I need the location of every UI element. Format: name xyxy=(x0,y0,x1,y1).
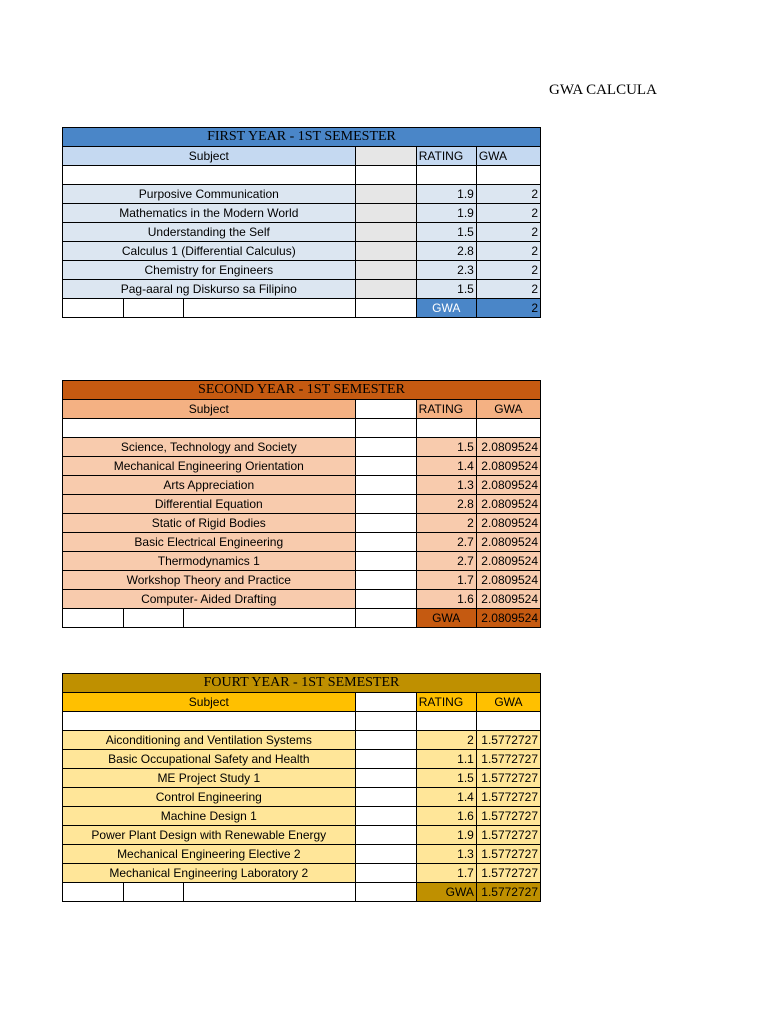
subject-cell[interactable]: Mechanical Engineering Laboratory 2 xyxy=(63,864,356,883)
subject-row xyxy=(63,731,541,750)
empty-cell[interactable] xyxy=(416,712,476,731)
rating-cell[interactable]: 1.9 xyxy=(416,204,476,223)
rating-cell[interactable]: 2.8 xyxy=(416,495,476,514)
rating-cell[interactable]: 1.6 xyxy=(416,807,476,826)
blank-cell[interactable] xyxy=(355,204,416,223)
gwa-cell[interactable]: 1.5772727 xyxy=(476,864,540,883)
column-header-row xyxy=(63,147,541,166)
gwa-cell[interactable]: 1.5772727 xyxy=(476,750,540,769)
empty-cell[interactable] xyxy=(355,609,416,628)
blank-cell[interactable] xyxy=(355,476,416,495)
fourth-year-table xyxy=(62,673,541,902)
empty-cell[interactable] xyxy=(184,299,355,318)
section-heading-row xyxy=(63,128,541,147)
subject-row xyxy=(63,476,541,495)
section-heading-row xyxy=(63,381,541,400)
gwa-cell[interactable]: 2 xyxy=(476,242,540,261)
rating-cell[interactable]: 1.5 xyxy=(416,223,476,242)
subject-cell[interactable]: Workshop Theory and Practice xyxy=(63,571,356,590)
gwa-cell[interactable]: 1.5772727 xyxy=(476,845,540,864)
subject-row xyxy=(63,807,541,826)
subject-cell[interactable]: Control Engineering xyxy=(63,788,356,807)
rating-cell[interactable]: 2 xyxy=(416,514,476,533)
subject-cell[interactable]: Chemistry for Engineers xyxy=(63,261,356,280)
subject-column-header: Subject xyxy=(63,693,356,712)
subject-cell[interactable]: Machine Design 1 xyxy=(63,807,356,826)
rating-cell[interactable]: 2 xyxy=(416,731,476,750)
subject-column-header: Subject xyxy=(63,147,356,166)
rating-cell[interactable]: 1.4 xyxy=(416,457,476,476)
subject-row xyxy=(63,242,541,261)
rating-cell[interactable]: 2.7 xyxy=(416,533,476,552)
blank-cell[interactable] xyxy=(355,571,416,590)
empty-cell[interactable] xyxy=(63,166,356,185)
blank-cell[interactable] xyxy=(355,769,416,788)
blank-cell[interactable] xyxy=(355,807,416,826)
empty-cell[interactable] xyxy=(63,712,356,731)
blank-cell[interactable] xyxy=(355,457,416,476)
empty-cell[interactable] xyxy=(184,883,355,902)
subject-row xyxy=(63,826,541,845)
subject-cell[interactable]: Computer- Aided Drafting xyxy=(63,590,356,609)
gwa-cell[interactable]: 2 xyxy=(476,185,540,204)
blank-cell[interactable] xyxy=(355,261,416,280)
rating-cell[interactable]: 1.5 xyxy=(416,438,476,457)
rating-cell[interactable]: 1.6 xyxy=(416,590,476,609)
subject-row xyxy=(63,223,541,242)
subject-row xyxy=(63,185,541,204)
first-year-table xyxy=(62,127,541,318)
rating-cell[interactable]: 1.5 xyxy=(416,280,476,299)
empty-row xyxy=(63,166,541,185)
empty-cell[interactable] xyxy=(184,609,355,628)
empty-cell[interactable] xyxy=(63,299,124,318)
gwa-cell[interactable]: 2.0809524 xyxy=(476,476,540,495)
empty-cell[interactable] xyxy=(355,299,416,318)
section-heading: FIRST YEAR - 1ST SEMESTER xyxy=(63,128,541,147)
gwa-cell[interactable]: 2 xyxy=(476,261,540,280)
subject-row xyxy=(63,788,541,807)
gwa-footer-row xyxy=(63,883,541,902)
blank-cell[interactable] xyxy=(355,495,416,514)
subject-column-header: Subject xyxy=(63,400,356,419)
empty-row xyxy=(63,419,541,438)
subject-cell[interactable]: ME Project Study 1 xyxy=(63,769,356,788)
gwa-cell[interactable]: 2.0809524 xyxy=(476,514,540,533)
subject-row xyxy=(63,552,541,571)
subject-cell[interactable]: Basic Electrical Engineering xyxy=(63,533,356,552)
blank-cell[interactable] xyxy=(355,788,416,807)
gwa-cell[interactable]: 2 xyxy=(476,223,540,242)
subject-row xyxy=(63,864,541,883)
blank-cell[interactable] xyxy=(355,223,416,242)
subject-cell[interactable]: Mechanical Engineering Elective 2 xyxy=(63,845,356,864)
gwa-column-header: GWA xyxy=(476,147,540,166)
subject-cell[interactable]: Calculus 1 (Differential Calculus) xyxy=(63,242,356,261)
rating-cell[interactable]: 1.9 xyxy=(416,185,476,204)
gwa-cell[interactable]: 2 xyxy=(476,280,540,299)
blank-cell[interactable] xyxy=(355,750,416,769)
empty-cell[interactable] xyxy=(355,883,416,902)
gwa-footer-label: GWA xyxy=(416,609,476,628)
subject-row xyxy=(63,514,541,533)
subject-cell[interactable]: Pag-aaral ng Diskurso sa Filipino xyxy=(63,280,356,299)
gwa-footer-value[interactable]: 2.0809524 xyxy=(476,609,540,628)
empty-cell[interactable] xyxy=(124,609,184,628)
subject-cell[interactable]: Understanding the Self xyxy=(63,223,356,242)
page-title: GWA CALCULA xyxy=(549,82,657,98)
subject-row xyxy=(63,590,541,609)
rating-cell[interactable]: 1.7 xyxy=(416,864,476,883)
blank-cell[interactable] xyxy=(355,552,416,571)
gwa-cell[interactable]: 2.0809524 xyxy=(476,495,540,514)
gwa-cell[interactable]: 2.0809524 xyxy=(476,457,540,476)
rating-cell[interactable]: 1.7 xyxy=(416,571,476,590)
subject-row xyxy=(63,769,541,788)
blank-column-header xyxy=(355,147,416,166)
gwa-cell[interactable]: 2.0809524 xyxy=(476,571,540,590)
blank-cell[interactable] xyxy=(355,438,416,457)
subject-row xyxy=(63,280,541,299)
blank-cell[interactable] xyxy=(355,514,416,533)
empty-cell[interactable] xyxy=(476,712,540,731)
rating-cell[interactable]: 1.9 xyxy=(416,826,476,845)
gwa-footer-row xyxy=(63,609,541,628)
blank-cell[interactable] xyxy=(355,826,416,845)
subject-cell[interactable]: Static of Rigid Bodies xyxy=(63,514,356,533)
subject-cell[interactable]: Differential Equation xyxy=(63,495,356,514)
gwa-cell[interactable]: 1.5772727 xyxy=(476,807,540,826)
column-header-row xyxy=(63,400,541,419)
blank-column-header xyxy=(355,693,416,712)
subject-cell[interactable]: Purposive Communication xyxy=(63,185,356,204)
gwa-cell[interactable]: 2 xyxy=(476,204,540,223)
subject-row xyxy=(63,571,541,590)
empty-cell[interactable] xyxy=(124,883,184,902)
empty-cell[interactable] xyxy=(355,419,416,438)
subject-cell[interactable]: Aiconditioning and Ventilation Systems xyxy=(63,731,356,750)
gwa-cell[interactable]: 2.0809524 xyxy=(476,533,540,552)
gwa-cell[interactable]: 2.0809524 xyxy=(476,438,540,457)
gwa-cell[interactable]: 1.5772727 xyxy=(476,769,540,788)
subject-cell[interactable]: Power Plant Design with Renewable Energy xyxy=(63,826,356,845)
blank-cell[interactable] xyxy=(355,845,416,864)
blank-cell[interactable] xyxy=(355,533,416,552)
rating-cell[interactable]: 1.1 xyxy=(416,750,476,769)
blank-cell[interactable] xyxy=(355,242,416,261)
rating-cell[interactable]: 1.3 xyxy=(416,476,476,495)
gwa-cell[interactable]: 2.0809524 xyxy=(476,590,540,609)
empty-cell[interactable] xyxy=(476,419,540,438)
rating-column-header: RATING xyxy=(416,400,476,419)
section-heading: SECOND YEAR - 1ST SEMESTER xyxy=(63,381,541,400)
rating-cell[interactable]: 2.7 xyxy=(416,552,476,571)
gwa-column-header: GWA xyxy=(476,693,540,712)
rating-cell[interactable]: 1.3 xyxy=(416,845,476,864)
gwa-cell[interactable]: 1.5772727 xyxy=(476,826,540,845)
empty-cell[interactable] xyxy=(355,166,416,185)
gwa-cell[interactable]: 2.0809524 xyxy=(476,552,540,571)
subject-cell[interactable]: Basic Occupational Safety and Health xyxy=(63,750,356,769)
empty-cell[interactable] xyxy=(416,419,476,438)
section-heading-row xyxy=(63,674,541,693)
subject-row xyxy=(63,438,541,457)
rating-cell[interactable]: 1.4 xyxy=(416,788,476,807)
subject-row xyxy=(63,750,541,769)
blank-column-header xyxy=(355,400,416,419)
gwa-cell[interactable]: 1.5772727 xyxy=(476,731,540,750)
rating-cell[interactable]: 2.3 xyxy=(416,261,476,280)
blank-cell[interactable] xyxy=(355,280,416,299)
subject-row xyxy=(63,204,541,223)
empty-cell[interactable] xyxy=(476,166,540,185)
subject-row xyxy=(63,495,541,514)
subject-cell[interactable]: Science, Technology and Society xyxy=(63,438,356,457)
subject-cell[interactable]: Thermodynamics 1 xyxy=(63,552,356,571)
section-heading: FOURT YEAR - 1ST SEMESTER xyxy=(63,674,541,693)
empty-cell[interactable] xyxy=(63,883,124,902)
gwa-cell[interactable]: 1.5772727 xyxy=(476,788,540,807)
subject-cell[interactable]: Mathematics in the Modern World xyxy=(63,204,356,223)
subject-cell[interactable]: Mechanical Engineering Orientation xyxy=(63,457,356,476)
blank-cell[interactable] xyxy=(355,590,416,609)
gwa-column-header: GWA xyxy=(476,400,540,419)
second-year-table xyxy=(62,380,541,628)
blank-cell[interactable] xyxy=(355,864,416,883)
empty-cell[interactable] xyxy=(416,166,476,185)
gwa-footer-value[interactable]: 2 xyxy=(476,299,540,318)
blank-cell[interactable] xyxy=(355,731,416,750)
empty-cell[interactable] xyxy=(124,299,184,318)
subject-cell[interactable]: Arts Appreciation xyxy=(63,476,356,495)
subject-row xyxy=(63,457,541,476)
subject-row xyxy=(63,533,541,552)
gwa-footer-value[interactable]: 1.5772727 xyxy=(476,883,540,902)
gwa-footer-label: GWA xyxy=(416,883,476,902)
rating-column-header: RATING xyxy=(416,693,476,712)
gwa-footer-row xyxy=(63,299,541,318)
subject-row xyxy=(63,261,541,280)
blank-cell[interactable] xyxy=(355,185,416,204)
empty-row xyxy=(63,712,541,731)
rating-column-header: RATING xyxy=(416,147,476,166)
subject-row xyxy=(63,845,541,864)
empty-cell[interactable] xyxy=(355,712,416,731)
empty-cell[interactable] xyxy=(63,609,124,628)
column-header-row xyxy=(63,693,541,712)
empty-cell[interactable] xyxy=(63,419,356,438)
rating-cell[interactable]: 2.8 xyxy=(416,242,476,261)
gwa-footer-label: GWA xyxy=(416,299,476,318)
rating-cell[interactable]: 1.5 xyxy=(416,769,476,788)
